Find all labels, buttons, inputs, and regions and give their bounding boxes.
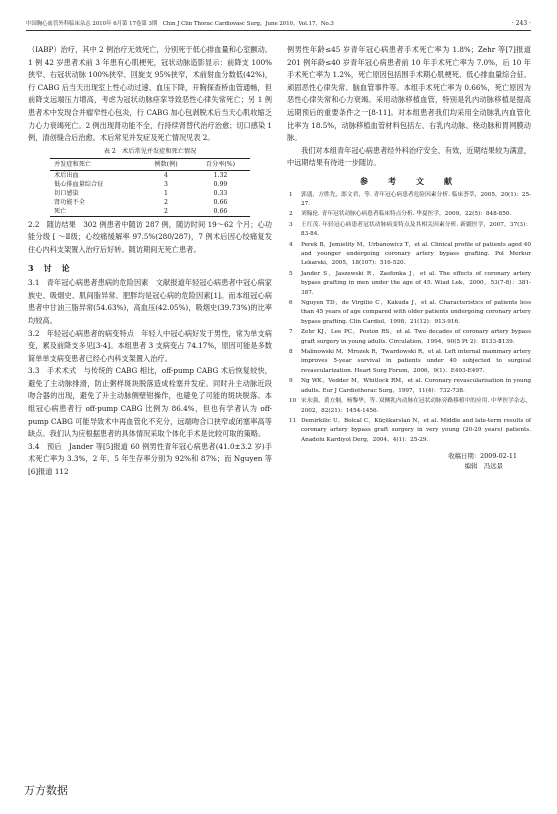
reference-item: [287, 348, 531, 376]
journal-citation: 中国胸心血管外科临床杂志 2010年 6月第 17卷第 3期 Chin J Clin Thorac Cardiovasc Surg，June 2010，Vol.17，No.3: [26, 21, 334, 27]
reference-number: 5: [289, 271, 293, 278]
reference-item: [287, 191, 531, 209]
paragraph-mortality: 例男性年龄≤45 岁青年冠心病患者手术死亡率为 1.8%；Zehr 等[7]报道 201 例年龄≤40 岁青年冠心病患者前 10 年手术死亡率为 7.0%，后 10 年手术死亡率为 1.2%，死亡原因包括围手术期心肌梗死、低心排血量综合征、顽固恶性心律失常、脑血管事件等。本组手术死亡率为 0.66%，死亡原因为恶性心律失常和心力衰竭。采用动脉移植血管，特别是乳内动脉移植是提高远期预后的重要条件之一[8-11]。对本组患者我们均采用全动脉乳内血管化比率为 18.5%，动脉移植血管材料包括左、右乳内动脉、桡动脉和胃网膜动脉。: [287, 45, 531, 143]
table-cell: 1: [164, 189, 168, 197]
reference-number: 10: [289, 398, 297, 405]
reference-item: [287, 328, 531, 346]
table-cell: 肾功能不全: [54, 198, 85, 206]
reference-number: 11: [289, 418, 297, 425]
reference-number: 9: [289, 378, 293, 385]
reference-list: [287, 191, 531, 445]
table-caption: 表 2 术后常见并发症和死亡情况: [103, 147, 197, 155]
table-cell: 0.99: [213, 180, 228, 188]
reference-item: [287, 241, 531, 269]
reference-text: 刘翰伦. 青年冠状动脉心病患者临床特点分析. 华夏医学，2009，22(5)：848-850.: [301, 211, 512, 218]
reference-item: [287, 377, 531, 395]
left-column: [28, 44, 272, 479]
paragraph-conclusion: 我们对本组青年冠心病患者经外科治疗安全、有效，近期结果较为满意，中远期结果有待进一步随访。: [287, 145, 532, 168]
wanfang-watermark: 万方数据: [24, 784, 68, 797]
reference-item: [287, 221, 531, 239]
complications-table: [50, 158, 250, 217]
table-row: [50, 189, 250, 198]
table-row: [50, 180, 250, 189]
reference-item: [287, 299, 531, 327]
paragraph-risk-factors: 3.1 青年冠心病患者患病的危险因素 文献报道年轻冠心病患者中冠心病家族史、吸烟史、肌间脂异常、肥胖均是冠心病的危险因素[1]。而本组冠心病患者中甘油三脂异常(54.63%)，高血压(42.05%)，吸烟史(39.73%)的比率均较高。: [28, 278, 272, 325]
reference-number: 7: [289, 329, 293, 336]
reference-number: 2: [289, 211, 293, 218]
table-cell: 2: [164, 198, 168, 206]
reference-text: Jander S，Jaszewski R，Zasfonka J，et al. The effects of coronary artery bypass grafting in men under the age of 45. Wiad Lek，2000，53(7-8)：381-387.: [301, 271, 531, 296]
running-header: [26, 18, 531, 31]
table-header-row: [50, 158, 250, 170]
table-cell: 低心排血量综合征: [54, 180, 104, 188]
table-cell: 4: [164, 171, 168, 179]
table-header-cell: 例数(例): [141, 158, 191, 170]
reference-number: 3: [289, 222, 293, 229]
reference-text: Zehr KJ，Lee PC，Poston RS，et al. Two decades of coronary artery bypass graft surgery in young adults. Circulation，1994，90(5 Pt 2)：Ⅱ133-Ⅱ139.: [301, 329, 531, 345]
reference-text: Ng WK，Vedder M，Whitlock RM，et al. Coronary revascularisation in young adults. Eur J Cardiothorac Surg，1997，11(4)：732-738.: [301, 378, 531, 394]
reference-text: 郭盛，方胜先，郎文君，等. 青年冠心病患者危险因素分析. 临床荟萃，2005，20(1)：25-27.: [301, 191, 531, 207]
reference-number: 1: [289, 191, 293, 198]
reference-item: [287, 270, 531, 298]
reference-text: Malinowski M，Mrozek R，Twardowski R，et al. Left internal mammary artery improves 5-year survival in patients under 40 subjected to surgical revascularization. Heart Surg Forum，2006，9(1)：E493-E497.: [301, 349, 531, 374]
table-cell: 3: [164, 180, 168, 188]
table-cell: 1.32: [213, 171, 228, 179]
table-cell: 0.66: [191, 207, 250, 217]
reference-number: 8: [289, 349, 293, 356]
reference-text: Demirkilic U，Bolcal C，Küçükarslan N，et al. Middle and late-term results of coronary artery bypass graft surgery in very young (20-29 years) patients. Anadolu Kardiyol Derg，2004，4(1)：25-29.: [301, 418, 531, 443]
reference-text: Nguyen TD，de Virgilio C，Kakuda J，et al. Characteristics of patients less than 45 years of age compared with older patients undergoing coronary artery bypass grafting. Clin Cardiol，1998，21(12)：913-916.: [301, 300, 531, 325]
editor-credit: 编辑 冯远景: [464, 461, 503, 470]
reference-number: 4: [289, 242, 293, 249]
paragraph-lesion-features: 3.2 年轻冠心病患者的病变特点 年轻人中冠心病好发于男性，常为单支病变，累及前降支多见[3-4]。本组患者 3 支病变占 74.17%，原因可能是多数简单单支病变患者已经心内科支架置入治疗。: [28, 328, 272, 363]
right-column: [287, 44, 531, 471]
table-header-cell: 百分率(%): [191, 158, 250, 170]
reference-number: 6: [289, 300, 293, 307]
paragraph-surgical-technique: 3.3 手术术式 与传统的 CABG 相比，off-pump CABG 术后恢复较快，避免了主动脉排滑，防止粥样斑块脱落造成栓塞并发症。同时升主动脉近段吻合器的出现，避免了升主动脉侧壁钳操作，也避免了可能的斑块脱落。本组冠心病患者行 off-pump CABG 比例为 86.4%，但也有学者认为 off-pump CABG 可能导致术中再血管化不充分，远端吻合口狭窄或闭塞率高等缺点。我们认为应根据患者的具体情况采取个体化手术是比较可取的策略。: [28, 366, 272, 439]
table-row: [50, 207, 250, 217]
reference-text: 王红茂. 年轻冠心病患者冠状动脉病变特点及其相关因素分析. 新疆医学，2007，37(3)：83-84.: [301, 222, 531, 238]
page-number: · 243 ·: [511, 20, 531, 27]
table-row: [50, 198, 250, 207]
table-cell: 死亡: [50, 207, 141, 217]
reference-text: 宋永强，黄方炯，杨黎华，等. 双侧乳内动脉在冠状动脉旁路移植中的应用. 中华医学杂志，2002，82(21)：1454-1456.: [301, 398, 531, 414]
reference-text: Perek B，Jemielity M，Urbanowicz T，et al. Clinical profile of patients aged 40 and younger undergoing coronary artery bypass grafting. Pol Merkur Lekarski，2005，18(107)：516-520.: [301, 242, 531, 267]
table-cell: 0.66: [213, 198, 228, 206]
references-heading: 参 考 文 献: [360, 175, 458, 186]
table-cell: 2: [141, 207, 191, 217]
reference-item: [287, 210, 531, 219]
paragraph-follow-up: 2.2 随访结果 302 例患者中随访 287 例，随访时间 19～62 个月；心功能分级 [ ～Ⅱ级；心绞痛缓解率 97.5%(280/287)，7 例术后因心绞痛复发住心内科支架置入治疗后好转。随访期间无死亡患者。: [28, 219, 272, 254]
paragraph-prognosis: 3.4 预后 Jander 等[5]报道 60 例男性青年冠心病患者(41.0±3.2 岁)手术死亡率为 3.3%，2 年、5 年生存率分别为 92%和 87%；而 Nguyen 等[6]报道 112: [28, 441, 272, 477]
section-heading-discussion: 3 讨 论: [28, 262, 71, 273]
table-row: [50, 170, 250, 180]
reference-item: [287, 417, 531, 445]
table-cell: 术后出血: [54, 171, 79, 179]
reference-item: [287, 397, 531, 415]
table-header-cell: 并发症和死亡: [50, 158, 141, 170]
table-cell: 切口感染: [54, 189, 79, 197]
table-cell: 0.33: [213, 189, 228, 197]
paragraph-iabp: （IABP）治疗，其中 2 例治疗无效死亡，分别死于低心排血量和心室颤动。1 例 42 岁患者术前 3 年患有心肌梗死，冠状动脉造影显示：前降支 100%狭窄、右冠状动脉 100%狭窄、回旋支 95%狭窄，术前射血分数低(42%)，行 CABG 后当天出现室上性心动过速、血压下降，开胸探查桥血管通畅，但前降支远端压力增高，考虑为冠状动脉痉挛导致恶性心律失常死亡；另 1 例患者术中发现合并瘤窄性心包炎，行 CABG 加心包剥脱术后当天心肌收缩乏力心力衰竭死亡。2 例出现肾功能不全，行持续肾替代治疗治愈；切口感染 1 例，清创缝合后治愈。术后常见并发症及死亡情况见表 2。: [28, 45, 272, 143]
received-date: 收稿日期：2009-02-11: [448, 451, 517, 460]
